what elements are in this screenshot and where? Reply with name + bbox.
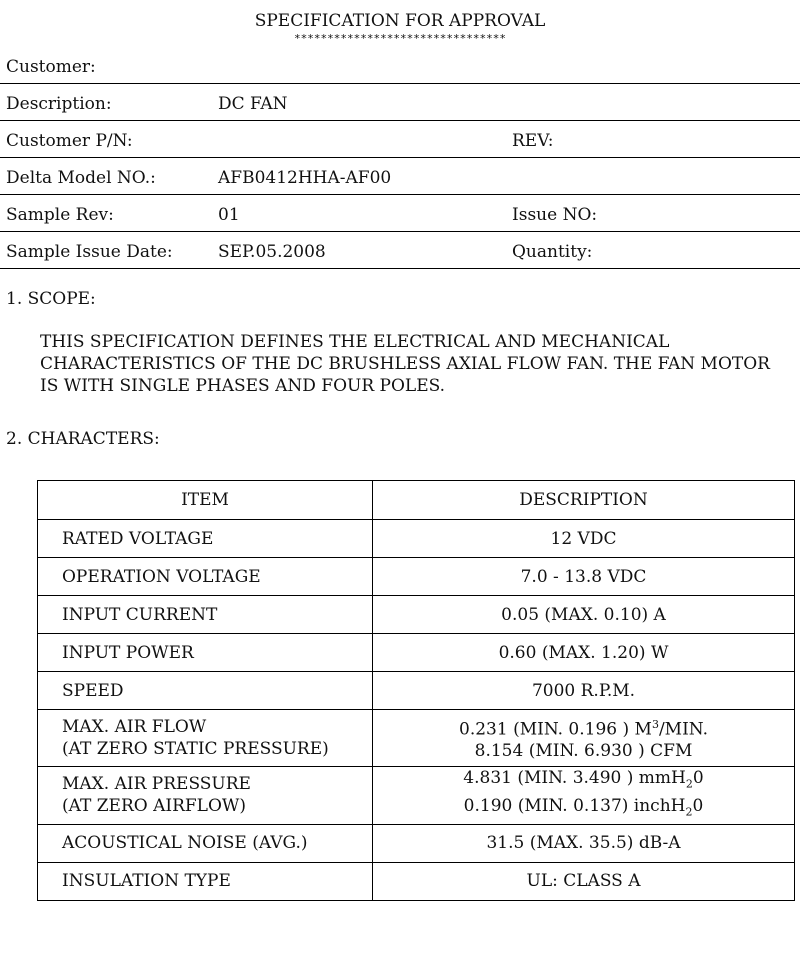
item-line-2: (AT ZERO AIRFLOW) <box>62 796 247 817</box>
item-cell: INPUT POWER <box>38 634 373 672</box>
table-row <box>38 672 795 710</box>
col-item-header: ITEM <box>38 481 373 520</box>
header-row-customer-pn <box>0 121 800 158</box>
item-line-2: (AT ZERO STATIC PRESSURE) <box>62 739 329 759</box>
issue-date-value: SEP.05.2008 <box>218 242 326 262</box>
item-line-1: MAX. AIR PRESSURE <box>62 774 251 795</box>
sample-rev-value: 01 <box>218 205 240 225</box>
item-cell <box>38 767 373 825</box>
desc-text: 0.231 (MIN. 0.196 ) M <box>459 719 652 740</box>
desc-cell: 7000 R.P.M. <box>373 672 795 710</box>
table-row <box>38 558 795 596</box>
item-line-1: MAX. AIR FLOW <box>62 717 207 737</box>
issue-no-label: Issue NO: <box>512 205 598 225</box>
customer-label: Customer: <box>6 57 96 77</box>
table-header-row <box>38 481 795 520</box>
superscript: 3 <box>651 717 659 731</box>
issue-date-label: Sample Issue Date: <box>6 242 173 262</box>
scope-text: THIS SPECIFICATION DEFINES THE ELECTRICAL AND MECHANICAL CHARACTERISTICS OF THE DC BRUSHLESS AXIAL FLOW FAN. THE FAN MOTOR IS WITH SINGLE PHASES AND FOUR POLES. <box>40 332 770 396</box>
table-row <box>38 710 795 767</box>
model-label: Delta Model NO.: <box>6 168 156 188</box>
document-title: SPECIFICATION FOR APPROVAL <box>254 11 546 31</box>
header-row-customer <box>0 47 800 84</box>
desc-text: 0.190 (MIN. 0.137) inchH <box>463 796 686 817</box>
table-row <box>38 824 795 862</box>
header-row-description <box>0 84 800 121</box>
table-row <box>38 634 795 672</box>
item-cell: OPERATION VOLTAGE <box>38 558 373 596</box>
desc-cell: 12 VDC <box>373 520 795 558</box>
desc-line-2 <box>373 795 794 823</box>
desc-cell: 31.5 (MAX. 35.5) dB-A <box>373 824 795 862</box>
desc-cell <box>373 710 795 767</box>
desc-line-1 <box>373 767 794 795</box>
table-row <box>38 520 795 558</box>
item-cell: INPUT CURRENT <box>38 596 373 634</box>
desc-line-2: 8.154 (MIN. 6.930 ) CFM <box>474 741 693 762</box>
desc-text: /MIN. <box>658 719 708 740</box>
desc-cell: 0.60 (MAX. 1.20) W <box>373 634 795 672</box>
description-label: Description: <box>6 94 112 114</box>
item-cell: RATED VOLTAGE <box>38 520 373 558</box>
col-desc-header: DESCRIPTION <box>373 481 795 520</box>
desc-cell <box>373 767 795 825</box>
subscript: 2 <box>685 805 693 819</box>
desc-line-1 <box>373 714 794 741</box>
rev-label: REV: <box>512 131 554 151</box>
table-row <box>38 596 795 634</box>
characters-heading: 2. CHARACTERS: <box>6 429 160 449</box>
customer-pn-label: Customer P/N: <box>6 131 133 151</box>
item-cell: INSULATION TYPE <box>38 862 373 900</box>
item-cell <box>38 710 373 767</box>
desc-text: 4.831 (MIN. 3.490 ) mmH <box>463 768 686 788</box>
scope-heading: 1. SCOPE: <box>6 289 96 309</box>
header-row-model <box>0 158 800 195</box>
desc-cell: 0.05 (MAX. 0.10) A <box>373 596 795 634</box>
table-row <box>38 767 795 825</box>
title-underline: ******************************** <box>294 32 506 45</box>
desc-cell: 7.0 - 13.8 VDC <box>373 558 795 596</box>
item-cell: SPEED <box>38 672 373 710</box>
item-cell: ACOUSTICAL NOISE (AVG.) <box>38 824 373 862</box>
table-row <box>38 862 795 900</box>
header-row-sample-rev <box>0 195 800 232</box>
sample-rev-label: Sample Rev: <box>6 205 114 225</box>
desc-text: 0 <box>692 796 704 817</box>
quantity-label: Quantity: <box>512 242 593 262</box>
desc-text: 0 <box>692 768 704 788</box>
subscript: 2 <box>685 777 693 791</box>
description-value: DC FAN <box>218 94 288 114</box>
header-row-issue-date <box>0 232 800 269</box>
model-value: AFB0412HHA-AF00 <box>218 168 392 188</box>
characters-table <box>37 480 795 901</box>
desc-cell: UL: CLASS A <box>373 862 795 900</box>
